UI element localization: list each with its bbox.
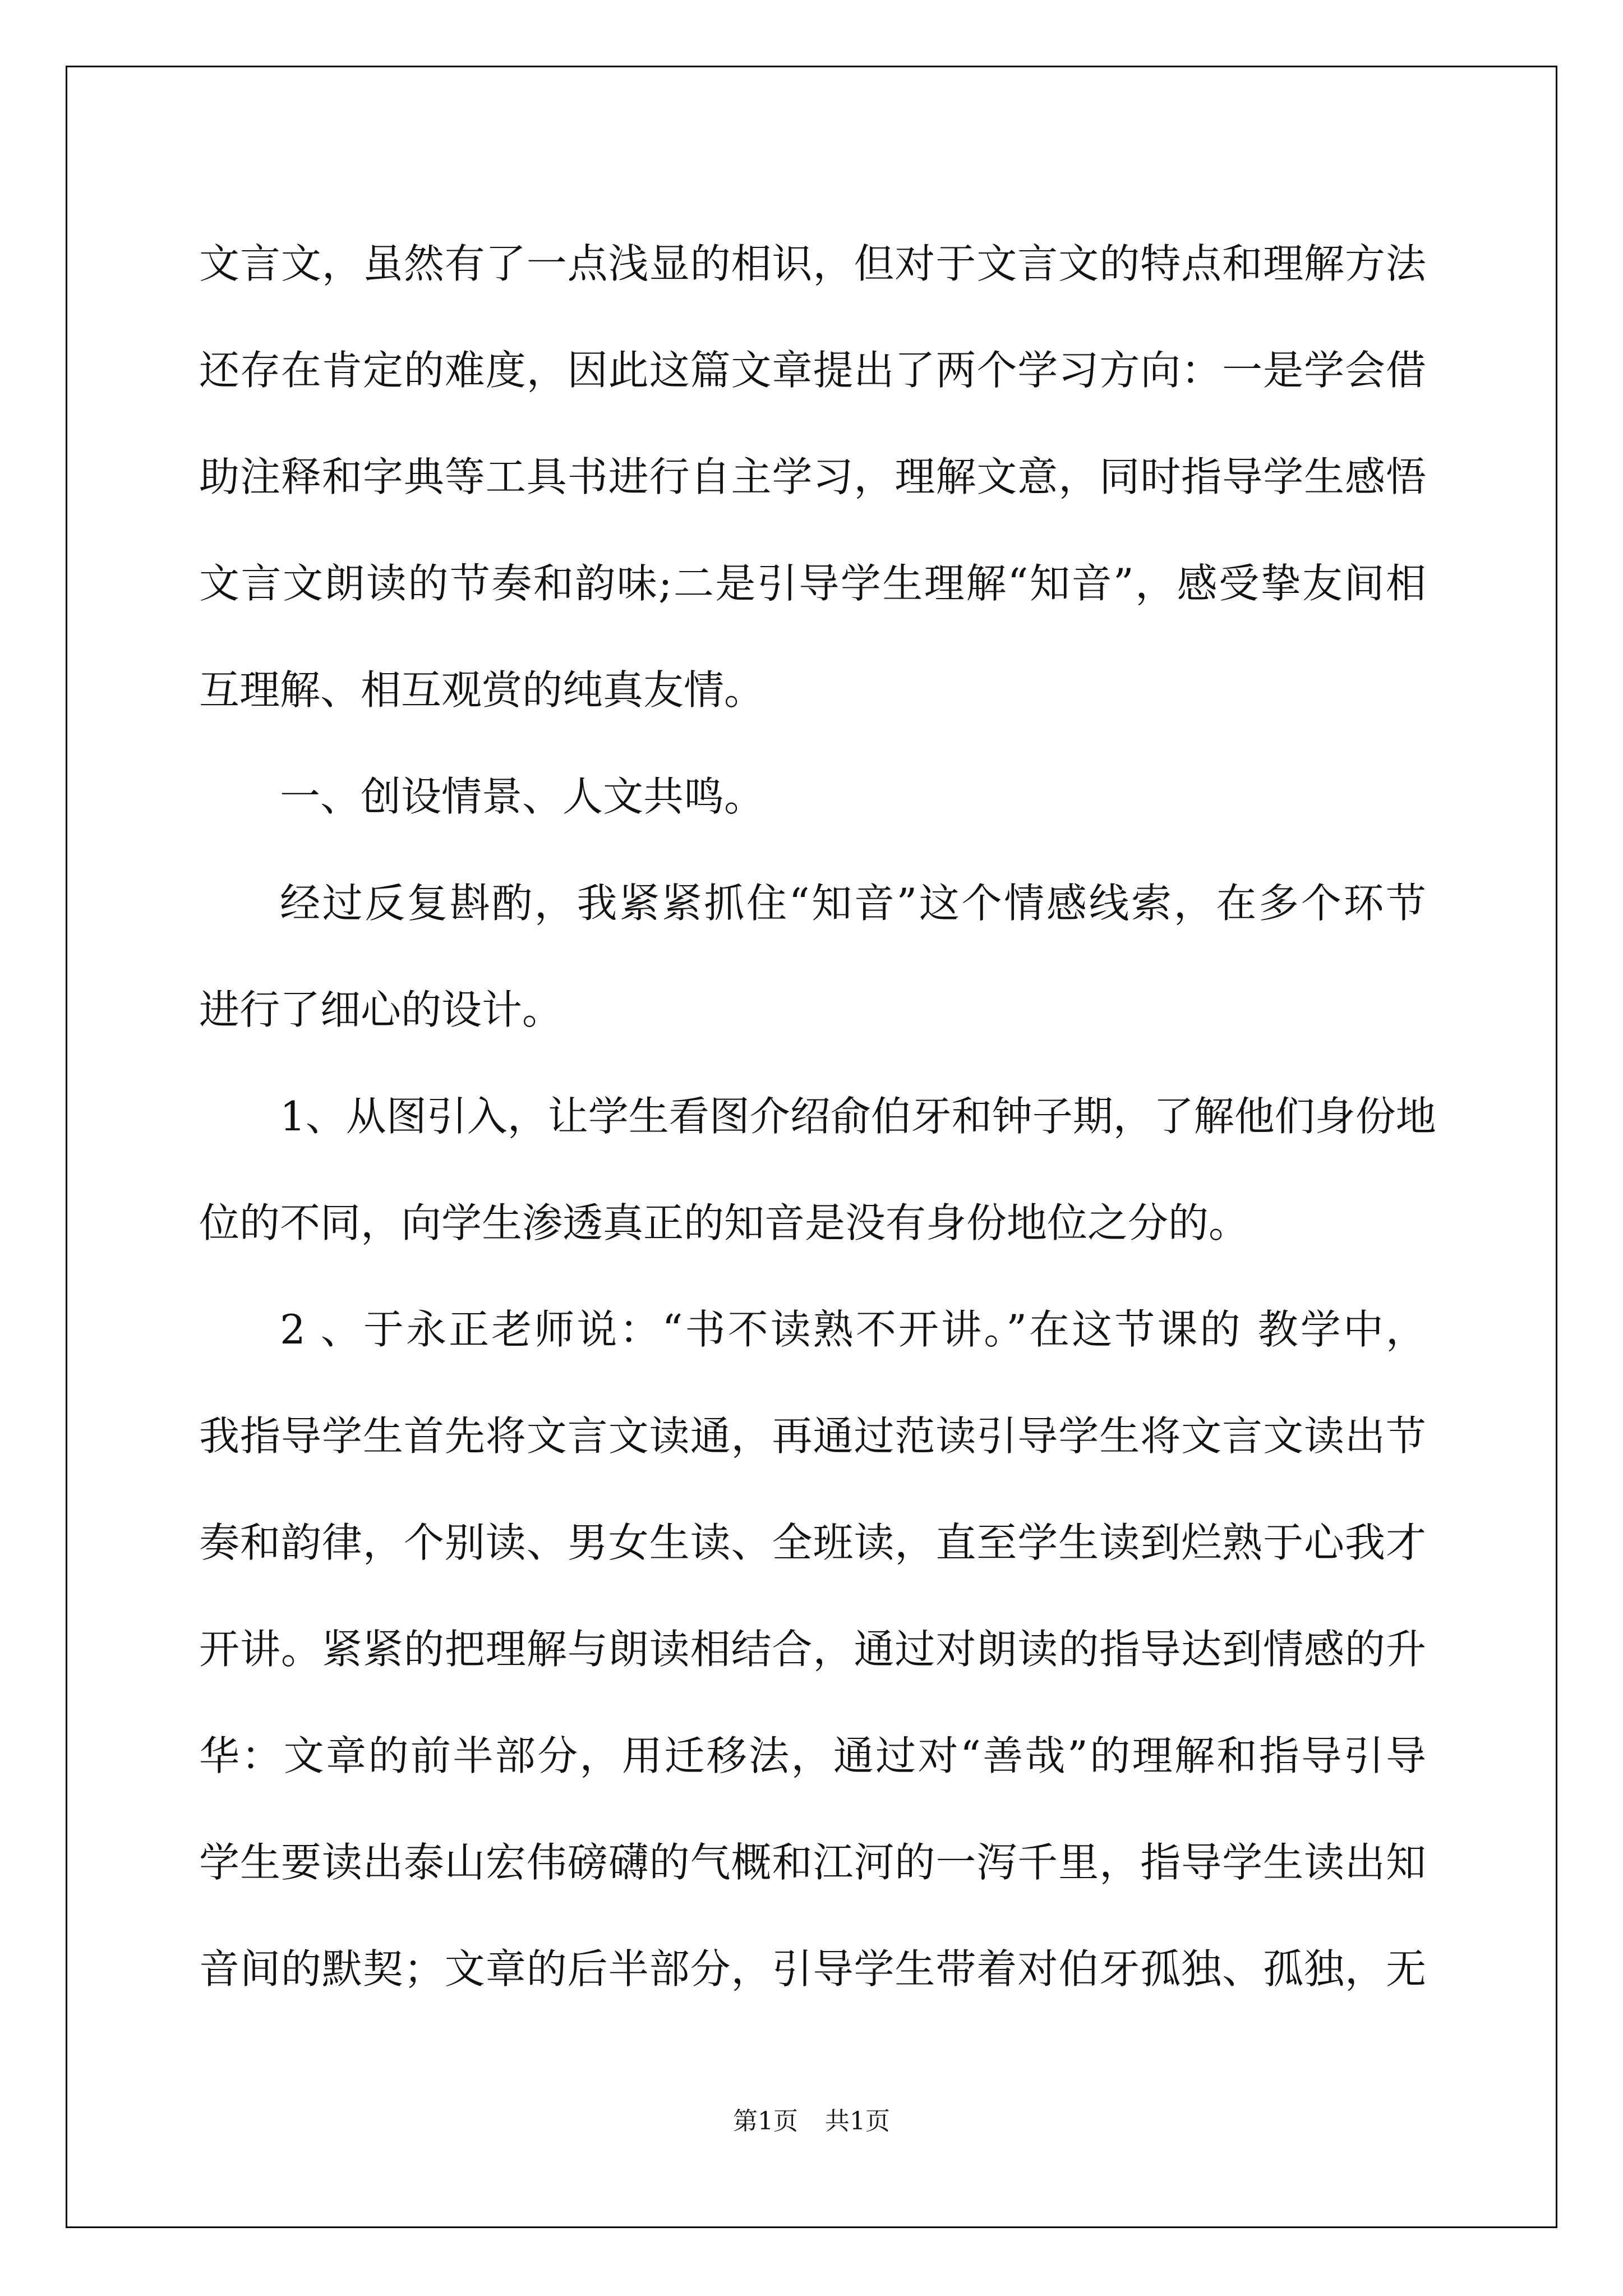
text-line-13: 奏和韵律，个别读、男女生读、全班读，直至学生读到烂熟于心我才 xyxy=(199,1519,1426,1566)
text-line-3: 助注释和字典等工具书进行自主学习，理解文意，同时指导学生感悟 xyxy=(199,453,1426,500)
page-footer xyxy=(0,2101,1623,2137)
page-total: 共1页 xyxy=(825,2107,890,2136)
text-line-2: 还存在肯定的难度，因此这篇文章提出了两个学习方向：一是学会借 xyxy=(199,347,1426,394)
section-heading: 一、创设情景、人文共鸣。 xyxy=(280,773,765,820)
text-line-14: 开讲。紧紧的把理解与朗读相结合，通过对朗读的指导达到情感的升 xyxy=(199,1626,1426,1673)
page-number: 第1页 xyxy=(733,2107,798,2136)
text-line-7: 经过反复斟酌，我紧紧抓住“知音”这个情感线索，在多个环节 xyxy=(280,880,1426,927)
text-line-16: 学生要读出泰山宏伟磅礴的气概和江河的一泻千里，指导学生读出知 xyxy=(199,1839,1426,1886)
text-line-9: 1、从图引入，让学生看图介绍俞伯牙和钟子期，了解他们身份地 xyxy=(280,1093,1436,1140)
text-line-15: 华：文章的前半部分，用迁移法，通过对“善哉”的理解和指导引导 xyxy=(199,1732,1426,1779)
text-line-8: 进行了细心的设计。 xyxy=(199,986,563,1033)
text-line-4: 文言文朗读的节奏和韵味;二是引导学生理解“知音”，感受挚友间相 xyxy=(199,560,1426,607)
text-line-12: 我指导学生首先将文言文读通，再通过范读引导学生将文言文读出节 xyxy=(199,1412,1426,1460)
text-line-17: 音间的默契；文章的后半部分，引导学生带着对伯牙孤独、孤独，无 xyxy=(199,1945,1426,1993)
text-line-10: 位的不同，向学生渗透真正的知音是没有身份地位之分的。 xyxy=(199,1199,1249,1246)
text-line-11: 2 、于永正老师说：“书不读熟不开讲。”在这节课的 教学中， xyxy=(280,1306,1426,1353)
document-body xyxy=(199,210,1436,2022)
text-line-1: 文言文，虽然有了一点浅显的相识，但对于文言文的特点和理解方法 xyxy=(199,240,1426,287)
text-line-5: 互理解、相互观赏的纯真友情。 xyxy=(199,666,765,714)
